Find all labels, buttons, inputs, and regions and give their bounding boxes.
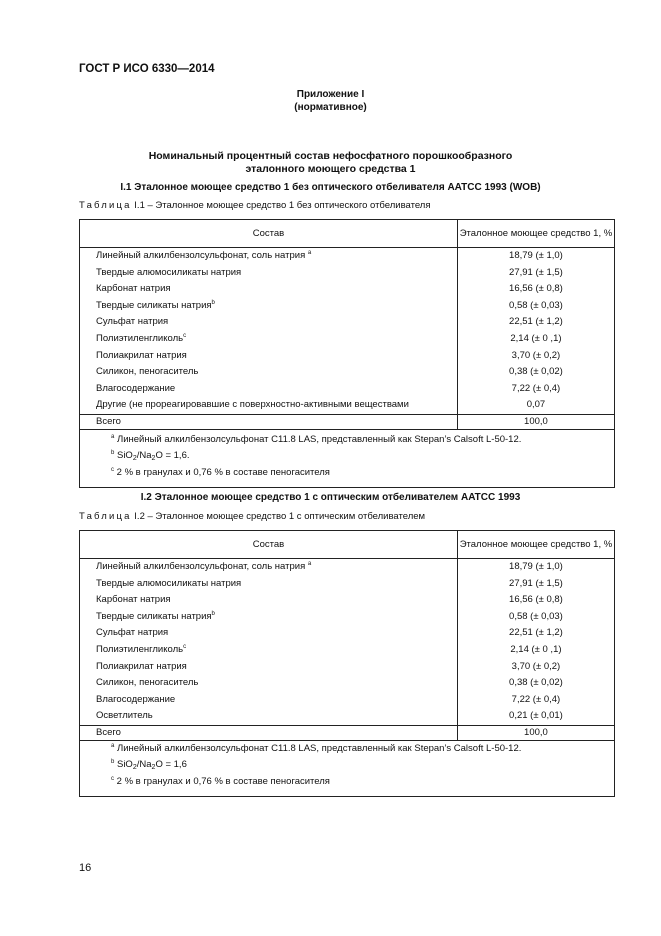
document-header: ГОСТ Р ИСО 6330—2014 xyxy=(79,63,215,75)
component-value: 16,56 (± 0,8) xyxy=(457,281,614,298)
section2-heading: I.2 Эталонное моющее средство 1 с оптическим отбеливателем AATCC 1993 xyxy=(140,492,521,503)
appendix-subtitle: (нормативное) xyxy=(294,101,367,113)
component-value: 27,91 (± 1,5) xyxy=(457,265,614,282)
footnote-mark: b xyxy=(211,610,215,617)
table-row xyxy=(80,364,615,381)
component-name: Другие (не прореагировавшие с поверхностно-активными веществами xyxy=(80,397,458,414)
section1-heading: I.1 Эталонное моющее средство 1 без оптического отбеливателя AATCC 1993 (WOB) xyxy=(120,182,541,193)
table2-total-value: 100,0 xyxy=(457,725,614,740)
component-value: 0,58 (± 0,03) xyxy=(457,298,614,315)
component-value: 0,21 (± 0,01) xyxy=(457,708,614,725)
table2-caption xyxy=(79,511,425,522)
component-value: 27,91 (± 1,5) xyxy=(457,576,614,593)
table-row xyxy=(80,625,615,642)
component-value: 18,79 (± 1,0) xyxy=(457,559,614,576)
table1-caption-word: Таблица xyxy=(79,200,132,211)
table-row xyxy=(80,675,615,692)
component-name: Твердые силикаты натрия$^b$ xyxy=(80,298,458,315)
table-row xyxy=(80,281,615,298)
table-row xyxy=(80,659,615,676)
footnote-mark: a xyxy=(307,561,312,567)
component-name: Силикон, пеногаситель xyxy=(80,675,458,692)
table-row xyxy=(80,592,615,609)
table2-footnote-c: $^c$ 2 % в гранулах и 0,76 % в составе пеногасителя xyxy=(111,775,330,787)
table1-header-composition: Состав xyxy=(80,220,458,248)
table1-total-row xyxy=(80,414,615,429)
component-name: Сульфат натрия xyxy=(80,625,458,642)
component-name: Полиэтиленгликоль$^c$ xyxy=(80,331,458,348)
component-value: 0,38 (± 0,02) xyxy=(457,364,614,381)
page-number: 16 xyxy=(79,862,92,874)
table2-header-detergent: Эталонное моющее средство 1, % xyxy=(457,531,614,559)
component-value: 22,51 (± 1,2) xyxy=(457,625,614,642)
table2-total-row xyxy=(80,725,615,740)
component-name: Твердые алюмосиликаты натрия xyxy=(80,265,458,282)
table-row xyxy=(80,708,615,725)
component-value: 0,58 (± 0,03) xyxy=(457,609,614,626)
component-name: Твердые алюмосиликаты натрия xyxy=(80,576,458,593)
table1-footnotes xyxy=(80,429,615,488)
component-name: Линейный алкилбензолсульфонат, соль натрия $^a$ xyxy=(80,559,458,576)
component-name: Карбонат натрия xyxy=(80,281,458,298)
component-value: 16,56 (± 0,8) xyxy=(457,592,614,609)
table-row xyxy=(80,559,615,576)
table-row xyxy=(80,265,615,282)
component-name: Полиакрилат натрия xyxy=(80,659,458,676)
table-row xyxy=(80,248,615,265)
appendix-title: Приложение I xyxy=(296,89,365,100)
table1-footnote-c: $^c$ 2 % в гранулах и 0,76 % в составе пеногасителя xyxy=(111,466,330,478)
table2-header-composition: Состав xyxy=(80,531,458,559)
table-row xyxy=(80,331,615,348)
table-row xyxy=(80,576,615,593)
document-title-line1: Номинальный процентный состав нефосфатного порошкообразного xyxy=(148,150,513,162)
footnote-mark: c xyxy=(183,332,187,339)
component-value: 7,22 (± 0,4) xyxy=(457,381,614,398)
component-name: Осветлитель xyxy=(80,708,458,725)
component-name: Карбонат натрия xyxy=(80,592,458,609)
document-title-line2: эталонного моющего средства 1 xyxy=(245,162,416,175)
table2-footnotes xyxy=(80,740,615,797)
table1-caption xyxy=(79,200,431,211)
table-row xyxy=(80,348,615,365)
component-value: 0,38 (± 0,02) xyxy=(457,675,614,692)
component-value: 22,51 (± 1,2) xyxy=(457,314,614,331)
document-title xyxy=(0,150,661,175)
footnote-mark: c xyxy=(183,643,187,650)
table-row xyxy=(80,609,615,626)
table1-footnote-a: $^a$ Линейный алкилбензолсульфонат С11.8 LAS, представленный как Stepan’s Calsoft L-50-12. xyxy=(111,433,522,445)
component-value: 3,70 (± 0,2) xyxy=(457,348,614,365)
table-row xyxy=(80,642,615,659)
appendix-heading xyxy=(0,89,661,114)
component-name: Сульфат натрия xyxy=(80,314,458,331)
component-value: 2,14 (± 0 ,1) xyxy=(457,331,614,348)
table-row xyxy=(80,692,615,709)
component-value: 3,70 (± 0,2) xyxy=(457,659,614,676)
table2 xyxy=(79,530,615,797)
component-name: Твердые силикаты натрия$^b$ xyxy=(80,609,458,626)
table1 xyxy=(79,219,615,488)
table-row xyxy=(80,298,615,315)
footnote-mark: b xyxy=(211,299,215,306)
table1-header-detergent: Эталонное моющее средство 1, % xyxy=(457,220,614,248)
component-name: Полиэтиленгликоль$^c$ xyxy=(80,642,458,659)
table1-caption-text: I.1 – Эталонное моющее средство 1 без оптического отбеливателя xyxy=(131,200,431,211)
table2-footnote-a: $^a$ Линейный алкилбензолсульфонат С11.8 LAS, представленный как Stepan’s Calsoft L-50-12. xyxy=(111,742,522,754)
component-value: 7,22 (± 0,4) xyxy=(457,692,614,709)
table1-total-label: Всего xyxy=(80,414,458,429)
component-value: 18,79 (± 1,0) xyxy=(457,248,614,265)
table-row xyxy=(80,314,615,331)
component-name: Влагосодержание xyxy=(80,692,458,709)
table2-caption-text: I.2 – Эталонное моющее средство 1 с оптическим отбеливателем xyxy=(131,511,426,522)
table-row xyxy=(80,381,615,398)
table2-total-label: Всего xyxy=(80,725,458,740)
footnote-mark: a xyxy=(307,250,312,256)
component-value: 0,07 xyxy=(457,397,614,414)
table2-footnote-b: $^b$ $SiO_2/Na_2O = 1,6$ xyxy=(111,759,187,772)
table1-footnote-b: $^b$ $SiO_2/Na_2O = 1,6$. xyxy=(111,450,190,463)
component-value: 2,14 (± 0 ,1) xyxy=(457,642,614,659)
component-name: Силикон, пеногаситель xyxy=(80,364,458,381)
component-name: Влагосодержание xyxy=(80,381,458,398)
table2-caption-word: Таблица xyxy=(79,511,132,522)
table1-total-value: 100,0 xyxy=(457,414,614,429)
component-name: Полиакрилат натрия xyxy=(80,348,458,365)
table-row xyxy=(80,397,615,414)
component-name: Линейный алкилбензолсульфонат, соль натрия $^a$ xyxy=(80,248,458,265)
